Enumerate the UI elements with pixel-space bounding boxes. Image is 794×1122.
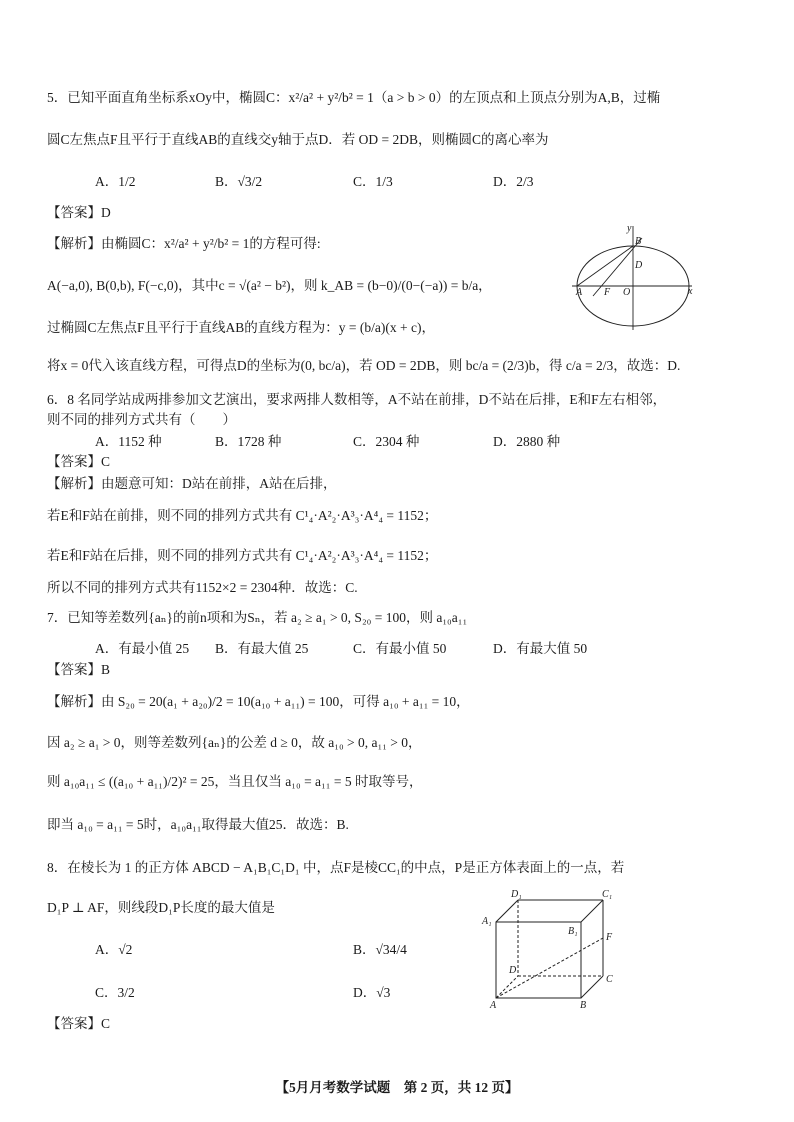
- q5-stem-line1: 5．已知平面直角坐标系xOy中，椭圆C：x²/a² + y²/b² = 1（a > b > 0）的左顶点和上顶点分别为A,B，过椭: [47, 90, 661, 105]
- fig5-label-x: x: [688, 286, 693, 297]
- fig8-label-c: C: [606, 974, 613, 985]
- q7-analysis-4: 即当 a₁₀ = a₁₁ = 5时，a₁₀a₁₁取得最大值25．故选：B.: [47, 817, 349, 832]
- fig8-label-d: D: [509, 965, 517, 976]
- q7-analysis-2: 因 a₂ ≥ a₁ > 0，则等差数列{aₙ}的公差 d ≥ 0，故 a₁₀ > 0, a₁₁ > 0，: [47, 735, 422, 750]
- fig8-label-d1: D₁: [511, 889, 522, 900]
- fig5-label-b: B: [635, 236, 642, 247]
- q5-option-a: A．1/2: [95, 174, 136, 189]
- q6-option-d: D．2880 种: [493, 434, 561, 449]
- q6-answer: 【答案】C: [47, 454, 111, 469]
- q7-analysis-1: 【解析】由 S₂₀ = 20(a₁ + a₂₀)/2 = 10(a₁₀ + a₁₁) = 100，可得 a₁₀ + a₁₁ = 10，: [47, 694, 470, 709]
- q5-analysis-4: 将x = 0代入该直线方程，可得点D的坐标为(0, bc/a)，若 OD = 2DB，则 bc/a = (2/3)b，得 c/a = 2/3，故选：D.: [47, 358, 681, 373]
- fig5-label-o: O: [623, 287, 631, 298]
- q5-answer: 【答案】D: [47, 205, 111, 220]
- q7-option-d: D．有最大值 50: [493, 641, 588, 656]
- q6-stem-line2: 则不同的排列方式共有（ ）: [47, 412, 236, 427]
- q7-answer: 【答案】B: [47, 662, 111, 677]
- q7-option-c: C．有最小值 50: [353, 641, 447, 656]
- q6-analysis-3: 若E和F站在后排，则不同的排列方式共有 C¹₄·A²₂·A³₃·A⁴₄ = 1152；: [47, 548, 438, 563]
- fig5-label-d: D: [635, 260, 643, 271]
- q7-option-a: A．有最小值 25: [95, 641, 190, 656]
- fig5-label-a: A: [576, 287, 583, 298]
- q5-option-b: B．√3/2: [215, 174, 263, 189]
- q5-analysis-3: 过椭圆C左焦点F且平行于直线AB的直线方程为：y = (b/a)(x + c)，: [47, 320, 435, 335]
- q8-option-b: B．√34/4: [353, 942, 407, 957]
- q8-option-c: C．3/2: [95, 985, 135, 1000]
- q6-analysis-4: 所以不同的排列方式共有1152×2 = 2304种．故选：C.: [47, 580, 358, 595]
- q8-answer: 【答案】C: [47, 1016, 111, 1031]
- fig8-label-a: A: [490, 1000, 497, 1011]
- ellipse-figure: [570, 222, 700, 334]
- fig8-label-b1: B₁: [568, 926, 578, 937]
- fig8-label-a1: A₁: [482, 916, 492, 927]
- cube-figure: [478, 888, 628, 1014]
- q8-option-a: A．√2: [95, 942, 133, 957]
- fig5-label-y: y: [627, 223, 632, 234]
- q6-stem-line1: 6．8 名同学站成两排参加文艺演出，要求两排人数相等，A不站在前排，D不站在后排，E和F左右相邻，: [47, 392, 667, 407]
- q6-option-c: C．2304 种: [353, 434, 420, 449]
- q8-option-d: D．√3: [353, 985, 391, 1000]
- q6-option-b: B．1728 种: [215, 434, 282, 449]
- q5-option-c: C．1/3: [353, 174, 393, 189]
- q7-option-b: B．有最大值 25: [215, 641, 309, 656]
- page-footer: 【5月月考数学试题 第 2 页，共 12 页】: [275, 1080, 519, 1095]
- q8-stem-line1: 8．在棱长为 1 的正方体 ABCD − A₁B₁C₁D₁ 中，点F是棱CC₁的中点，P是正方体表面上的一点，若: [47, 860, 625, 875]
- q6-analysis-1: 【解析】由题意可知：D站在前排，A站在后排，: [47, 476, 337, 491]
- q5-option-d: D．2/3: [493, 174, 534, 189]
- q6-analysis-2: 若E和F站在前排，则不同的排列方式共有 C¹₄·A²₂·A³₃·A⁴₄ = 1152；: [47, 508, 438, 523]
- q7-stem-line1: 7．已知等差数列{aₙ}的前n项和为Sₙ，若 a₂ ≥ a₁ > 0, S₂₀ = 100，则 a₁₀a₁₁: [47, 610, 468, 625]
- q5-analysis-2: A(−a,0), B(0,b), F(−c,0)，其中c = √(a² − b²)，则 k_AB = (b−0)/(0−(−a)) = b/a，: [47, 278, 492, 293]
- q6-option-a: A．1152 种: [95, 434, 162, 449]
- q5-stem-line2: 圆C左焦点F且平行于直线AB的直线交y轴于点D．若 OD = 2DB，则椭圆C的离心率为: [47, 132, 549, 147]
- q8-stem-line2: D₁P ⊥ AF，则线段D₁P长度的最大值是: [47, 900, 275, 915]
- q5-analysis-1: 【解析】由椭圆C：x²/a² + y²/b² = 1的方程可得:: [47, 236, 321, 251]
- fig8-label-b: B: [580, 1000, 587, 1011]
- fig8-label-c1: C₁: [602, 889, 613, 900]
- q7-analysis-3: 则 a₁₀a₁₁ ≤ ((a₁₀ + a₁₁)/2)² = 25，当且仅当 a₁₀ = a₁₁ = 5 时取等号，: [47, 774, 423, 789]
- fig8-label-f: F: [606, 932, 613, 943]
- fig5-label-f: F: [604, 287, 611, 298]
